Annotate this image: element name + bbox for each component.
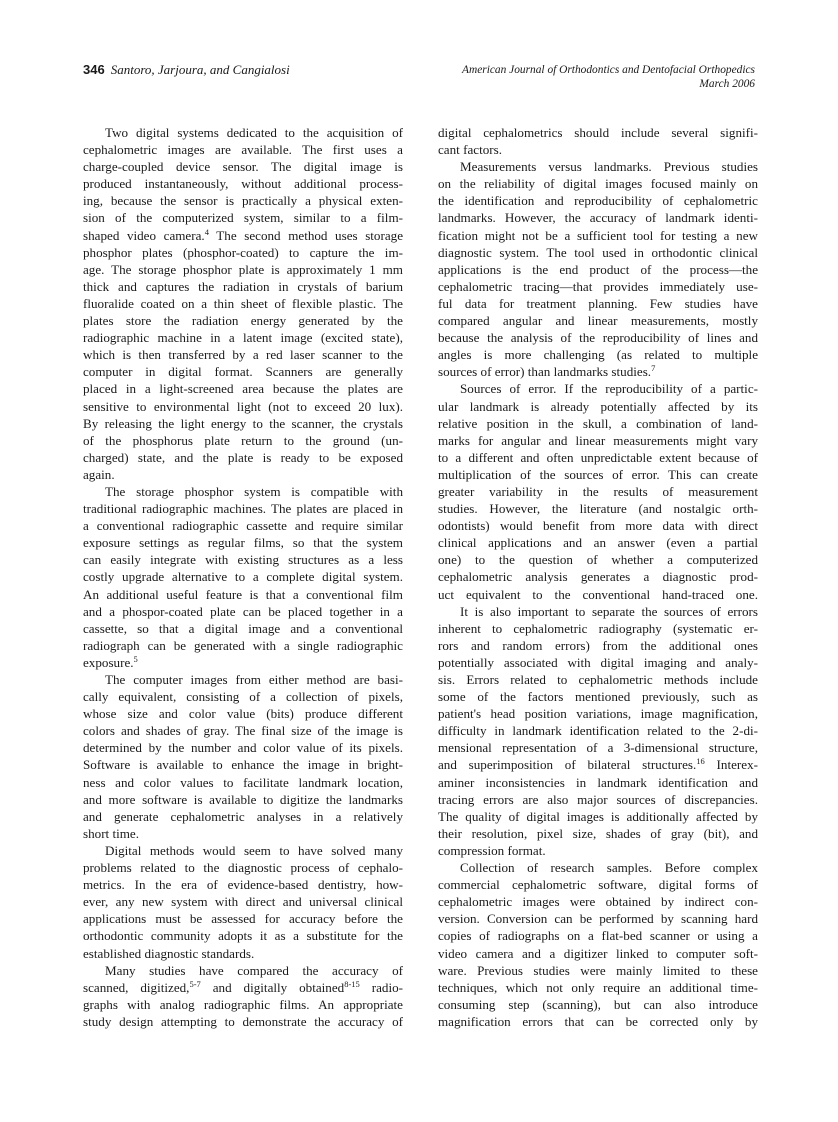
text-line [438,654,758,671]
text-line [438,346,758,363]
text-segment: which is then transferred by a red laser scanner to the [83,347,403,363]
text-line [83,620,403,637]
text-segment: colors and shades of gray. The final size of the image is [83,723,403,739]
text-segment: and generate cephalometric analyses in a relatively [83,808,403,824]
text-segment: diagnostic system. The tool used in orthodontic clinical [438,244,758,260]
text-segment: ular landmark is already potentially affected by its [438,398,758,414]
text-column-left [83,124,403,1030]
text-line [438,363,758,380]
text-line [83,261,403,278]
text-segment: study design attempting to demonstrate the accuracy of [83,1013,403,1029]
text-segment: marks for angular and linear measurements might vary [438,432,758,448]
text-line [438,637,758,654]
text-line [438,842,758,859]
text-column-right [438,124,758,1030]
text-segment: fluoralide coated on a thin sheet of flexible plastic. The [83,295,403,311]
text-segment: multiplication of the sources of error. This can create [438,466,758,482]
text-segment: clinical applications and an answer (even a partial [438,535,758,551]
text-line [438,808,758,825]
text-line [83,124,403,141]
text-line [83,1013,403,1030]
text-segment: cally equivalent, consisting of a collection of pixels, [83,689,403,705]
text-segment: phosphor plates (phosphor-coated) to capture the im- [83,244,403,260]
text-line [438,927,758,944]
text-line [83,876,403,893]
text-segment: magnification errors that can be corrected only by [438,1013,758,1029]
text-line [438,825,758,842]
text-segment: and superimposition of bilateral structures. [438,757,697,773]
text-line [438,227,758,244]
text-line [83,278,403,295]
text-segment: to a different and often unpredictable extent because of [438,449,758,465]
text-segment: can easily integrate with existing structures as a less [83,552,403,568]
text-line [438,432,758,449]
text-segment: The second method uses storage [208,227,404,243]
author-names: Santoro, Jarjoura, and Cangialosi [110,62,290,77]
text-line [438,312,758,329]
text-line [83,654,403,671]
text-line [438,209,758,226]
text-segment: cassette, so that a digital image and a conventional [83,620,403,636]
text-segment: Two digital systems dedicated to the acquisition of [105,125,403,140]
text-line [438,1013,758,1030]
text-line [438,380,758,397]
text-segment: compression format. [438,842,546,858]
text-line [438,466,758,483]
text-segment: consuming step (scanning), but can also introduce [438,996,758,1012]
text-line [438,996,758,1013]
citation-superscript: 5 [133,653,138,664]
text-line [83,842,403,859]
text-line [83,603,403,620]
text-segment: cephalometric images were obtained by indirect con- [438,894,758,910]
text-line [438,483,758,500]
text-line [83,295,403,312]
text-segment: graphs with analog radiographic films. An appropriate [83,996,403,1012]
journal-name: American Journal of Orthodontics and Dentofacial Orthopedics [462,64,755,76]
text-segment: sion of the computerized system, similar to a film- [83,210,403,226]
text-line [83,637,403,654]
text-segment: ever, any new system with direct and universal clinical [83,894,403,910]
text-segment: their resolution, pixel size, shades of gray (bit), and [438,825,758,841]
text-segment: and more software is available to digitize the landmarks [83,791,403,807]
text-line [83,346,403,363]
text-segment: relative position in the skull, a combination of land- [438,415,758,431]
text-segment: plates store the radiation energy generated by the [83,313,403,329]
text-line [83,722,403,739]
header-left [83,62,290,78]
text-segment: fication might not be a sufficient tool for testing a new [438,227,758,243]
text-line [83,141,403,158]
text-line [83,192,403,209]
text-line [438,791,758,808]
text-line [83,739,403,756]
text-line [438,500,758,517]
text-segment: sensitive to environmental light (not to exceed 20 lux). [83,398,403,414]
text-line [438,141,758,158]
text-segment: techniques, which not only require an additional time- [438,979,758,995]
text-segment: cephalometric images are available. The first uses a [83,142,403,158]
text-line [83,945,403,962]
text-segment: commercial cephalometric software, digital forms of [438,877,758,893]
text-segment: radiographic machine in a latent image (excited state), [83,330,403,346]
text-segment: copies of radiographs on a flat-bed scanner or using a [438,928,758,944]
text-segment: tracing errors are also major sources of discrepancies. [438,791,758,807]
text-line [438,671,758,688]
text-segment: produced instantaneously, without additional process- [83,176,403,192]
text-line [83,791,403,808]
text-line [83,398,403,415]
text-line [83,175,403,192]
text-segment: metrics. In the era of evidence-based dentistry, how- [83,877,403,893]
text-segment: odontists) would benefit from more data with direct [438,518,758,534]
text-segment: Measurements versus landmarks. Previous studies [460,159,758,175]
text-segment: potentially associated with digital imaging and analy- [438,654,758,670]
text-line [438,705,758,722]
text-line [438,534,758,551]
text-segment: It is also important to separate the sources of errors [460,603,758,619]
text-segment: Many studies have compared the accuracy of [105,962,403,978]
text-line [83,671,403,688]
text-line [438,722,758,739]
text-line [438,192,758,209]
text-segment: uct equivalent to the conventional hand-traced one. [438,586,758,602]
text-segment: ness and color values to facilitate landmark location, [83,774,403,790]
text-line [83,483,403,500]
text-segment: sources of error) than landmarks studies. [438,364,652,380]
text-line [83,893,403,910]
text-segment: ing, because the sensor is practically a physical exten- [83,193,403,209]
text-line [83,586,403,603]
text-segment: on the reliability of digital images focused mainly on [438,176,758,192]
text-line [438,244,758,261]
text-segment: because the analysis of the reproducibility of lines and [438,330,758,346]
text-line [83,158,403,175]
text-segment: The storage phosphor system is compatible with [105,483,403,499]
text-line [83,568,403,585]
text-segment: costly upgrade alternative to a complete digital system. [83,569,403,585]
text-line [83,808,403,825]
text-line [438,551,758,568]
text-line [83,432,403,449]
text-segment: patient's head position variations, image magnification, [438,706,758,722]
text-line [438,756,758,773]
text-line [83,705,403,722]
text-line [83,329,403,346]
text-line [83,859,403,876]
text-line [83,756,403,773]
text-segment: one) to the question of whether a computerized [438,552,758,568]
text-line [83,466,403,483]
text-segment: An additional useful feature is that a conventional film [83,586,403,602]
header-right [462,63,755,91]
text-segment: cephalometric tracing—that provides immediately use- [438,278,758,294]
text-line [83,380,403,397]
text-segment: By releasing the light energy to the scanner, the crystals [83,415,403,431]
text-segment: traditional radiographic machines. The plates are placed in [83,501,403,517]
text-segment: ful data for treatment planning. Few studies have [438,295,758,311]
text-segment: Digital methods would seem to have solved many [105,842,403,858]
text-segment: charge-coupled device sensor. The digital image is [83,159,403,175]
text-line [438,278,758,295]
text-segment: Software is available to enhance the image in bright- [83,757,403,773]
text-segment: of the phosphorus plate return to the ground (un- [83,432,403,448]
text-segment: inherent to cephalometric radiography (systematic er- [438,620,758,636]
text-line [83,927,403,944]
text-line [438,124,758,141]
text-segment: angles is more challenging (as related to multiple [438,347,758,363]
text-segment: cant factors. [438,142,502,158]
text-line [438,876,758,893]
text-segment: orthodontic community adopts it as a substitute for the [83,928,403,944]
text-line [83,825,403,842]
text-segment: established diagnostic standards. [83,945,255,961]
text-line [83,517,403,534]
text-segment: mensional representation of a 3-dimensional structure, [438,740,758,756]
text-line [438,261,758,278]
text-segment: and a phospor-coated plate can be placed together in a [83,603,403,619]
citation-superscript: 4 [204,226,209,237]
text-line [438,329,758,346]
text-segment: radiograph can be generated with a single radiographic [83,637,403,653]
text-segment: version. Conversion can be performed by scanning hard [438,911,758,927]
text-line [438,175,758,192]
text-segment: Interex- [704,757,758,773]
text-segment: video camera and a digitizer linked to computer soft- [438,945,758,961]
text-segment: Sources of error. If the reproducibility of a partic- [460,381,758,397]
text-line [438,449,758,466]
text-segment: The computer images from either method are basi- [105,672,403,687]
running-header [83,62,755,96]
text-line [83,534,403,551]
page-number: 346 [83,62,105,77]
text-segment: again. [83,466,115,482]
text-segment: digital cephalometrics should include several signifi- [438,125,758,140]
text-line [83,688,403,705]
text-segment: a conventional radiographic cassette and require similar [83,518,403,534]
text-segment: cephalometric analysis generates a diagnostic prod- [438,569,758,585]
text-line [438,739,758,756]
text-segment: applications must be assessed for accuracy before the [83,911,403,927]
text-segment: studies. However, the literature (and nostalgic orth- [438,501,758,517]
text-segment: some of the factors mentioned previously, such as [438,689,758,705]
text-line [438,859,758,876]
text-segment: radio- [359,979,403,995]
text-segment: computer in digital format. Scanners are generally [83,364,403,380]
text-line [438,603,758,620]
text-line [83,209,403,226]
text-line [83,312,403,329]
text-line [83,551,403,568]
text-segment: sis. Errors related to cephalometric methods include [438,672,758,687]
text-segment: difficulty in landmark identification related to the 2-di- [438,723,758,739]
text-segment: and digitally obtained [200,979,345,995]
text-segment: determined by the number and color value of its pixels. [83,740,403,756]
text-segment: short time. [83,825,140,841]
text-line [83,449,403,466]
citation-superscript: 7 [651,363,656,374]
text-segment: compared angular and linear measurements, mostly [438,313,758,329]
text-line [83,500,403,517]
text-segment: rors and random errors) from the additional ones [438,637,758,653]
text-segment: thick and captures the radiation in crystals of barium [83,278,403,294]
text-line [438,688,758,705]
text-line [438,415,758,432]
text-segment: applications is the end product of the process—the [438,261,758,277]
text-segment: age. The storage phosphor plate is approximately 1 mm [83,261,403,277]
text-line [83,415,403,432]
text-line [438,568,758,585]
text-segment: aminer inconsistencies in landmark identification and [438,774,758,790]
text-line [83,979,403,996]
citation-superscript: 5-7 [189,978,201,989]
issue-date: March 2006 [699,78,755,90]
text-segment: the identification and reproducibility of cephalometric [438,193,758,209]
citation-superscript: 8-15 [344,978,360,989]
text-line [438,517,758,534]
text-segment: problems related to the diagnostic process of cephalo- [83,860,403,876]
text-line [438,910,758,927]
text-line [83,363,403,380]
text-line [83,227,403,244]
text-line [438,398,758,415]
text-line [83,996,403,1013]
text-line [438,158,758,175]
text-line [438,962,758,979]
text-segment: greater variability in the results of measurement [438,483,758,499]
text-line [438,945,758,962]
text-line [83,910,403,927]
text-line [438,620,758,637]
text-segment: landmarks. However, the accuracy of landmark identi- [438,210,758,226]
text-line [438,774,758,791]
text-line [438,979,758,996]
text-segment: exposure. [83,654,134,670]
citation-superscript: 16 [696,756,705,767]
text-segment: ware. Previous studies were mainly limited to these [438,962,758,978]
text-segment: shaped video camera. [83,227,205,243]
text-segment: The quality of digital images is additionally affected by [438,808,758,824]
text-segment: whose size and color value (bits) produce different [83,706,403,722]
text-line [83,774,403,791]
text-segment: placed in a light-screened area because the plates are [83,381,403,397]
text-line [438,295,758,312]
text-line [83,962,403,979]
text-segment: charged) state, and the plate is ready to be exposed [83,449,403,465]
text-segment: Collection of research samples. Before complex [460,860,758,876]
text-segment: scanned, digitized, [83,979,190,995]
text-line [438,586,758,603]
text-line [438,893,758,910]
text-line [83,244,403,261]
text-segment: exposure settings as regular films, so that the system [83,535,403,551]
